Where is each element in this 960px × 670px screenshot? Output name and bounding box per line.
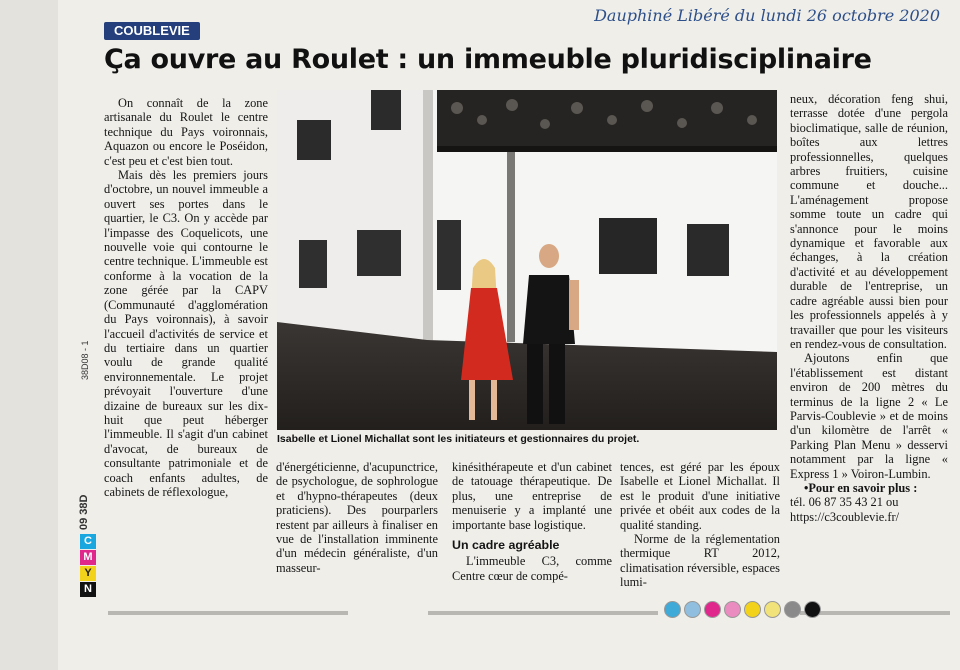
- bottom-rule: [428, 611, 658, 615]
- page-margin: [0, 0, 58, 670]
- info-url: https://c3coublevie.fr/: [790, 509, 900, 524]
- article-column-4: [620, 460, 780, 590]
- edition-code-top: 38D08 - 1: [80, 340, 90, 380]
- paragraph: tences, est géré par les époux Isabelle et Lionel Michallat. Il est le produit d'une initiative privée et obéit aux codes de la qualité standing.: [620, 460, 780, 532]
- paragraph: Ajoutons enfin que l'établissement est distant environ de 200 mètres du terminus de la ligne 2 « Le Parvis-Coublevie » et de moins d'un kilomètre de l'arrêt « Parking Plan Menu » desservi notamment par la ligne « Express 1 » Voiron-Lumbin.: [790, 351, 948, 481]
- edition-code: 09 38D: [78, 494, 90, 530]
- press-color-dot: [764, 601, 781, 618]
- paragraph: neux, décoration feng shui, terrasse dotée d'une pergola bioclimatique, salle de réunion, boîtes aux lettres professionnelles, quelques arbres fruitiers, cuisine commune et douche... L'aménagement propose somme toute un cadre qui s'annonce pour le moins dynamique et favorable aux échanges, à la création d'activité et au développement durable de l'entreprise, un cadre agréable aussi bien pour les professionnels appelés à y travailler que pour les visiteurs en rendez-vous de consultation.: [790, 92, 948, 351]
- press-color-dot: [724, 601, 741, 618]
- cmyk-c-mark: C: [80, 534, 96, 549]
- article-column-5: [790, 92, 948, 524]
- article-photo: [277, 90, 777, 430]
- bottom-rule: [800, 611, 950, 615]
- press-color-dot: [684, 601, 701, 618]
- paragraph: Mais dès les premiers jours d'octobre, un nouvel immeuble a ouvert ses portes dans le quartier, le C3. On y accède par l'impasse des Coquelicots, une nouvelle voie qui contourne le centre technique. L'immeuble est conforme à la vocation de la zone gérée par la CAPV (Communauté d'agglomération du Pays voironnais), à savoir l'accueil d'activités de service et du tertiaire dans un quartier voulu de grande qualité environnementale. Le projet prévoyait l'ouverture d'une dizaine de bureaux sur les dix-huit que peut héberger l'immeuble. Il s'agit d'un cabinet d'avocat, de bureaux de consultante patrimoniale et de coach enfants adultes, de cabinets de réflexologue,: [104, 168, 268, 499]
- bottom-rule: [108, 611, 348, 615]
- info-label: •Pour en savoir plus :: [804, 480, 918, 495]
- info-phone: tél. 06 87 35 43 21 ou: [790, 495, 899, 510]
- building-photo-illustration: [277, 90, 777, 430]
- article-headline: Ça ouvre au Roulet : un immeuble pluridisciplinaire: [104, 44, 872, 75]
- press-color-dot: [744, 601, 761, 618]
- press-color-dot: [704, 601, 721, 618]
- cmyk-n-mark: N: [80, 582, 96, 597]
- paragraph: On connaît de la zone artisanale du Roulet le centre technique du Pays voironnais, Aquazon ou encore le Poséidon, c'est peu et c'est bien tout.: [104, 96, 268, 168]
- paragraph: d'énergéticienne, d'acupunctrice, de psychologue, de sophrologue et d'hypno-thérapeutes (deux praticiens). Des pourparlers restent par ailleurs à finaliser en vue de l'installation imminente d'un médecin généraliste, d'un masseur-: [276, 460, 438, 575]
- press-color-dot: [664, 601, 681, 618]
- paragraph: Norme de la réglementation thermique RT 2012, climatisation réversible, espaces lumi-: [620, 532, 780, 590]
- article-column-3: [452, 460, 612, 583]
- photo-caption: Isabelle et Lionel Michallat sont les initiateurs et gestionnaires du projet.: [277, 433, 640, 445]
- article-column-2: [276, 460, 438, 575]
- section-kicker: COUBLEVIE: [104, 22, 200, 40]
- cmyk-m-mark: M: [80, 550, 96, 565]
- article-column-1: [104, 96, 268, 499]
- paragraph: kinésithérapeute et d'un cabinet de tatouage thérapeutique. De plus, une entreprise de menuiserie y a implanté une importante base logistique.: [452, 460, 612, 532]
- source-line: Dauphiné Libéré du lundi 26 octobre 2020: [594, 6, 940, 25]
- paragraph: L'immeuble C3, comme Centre cœur de compé-: [452, 554, 612, 583]
- press-color-dot: [784, 601, 801, 618]
- cmyk-y-mark: Y: [80, 566, 96, 581]
- press-color-dots: [664, 601, 821, 619]
- press-color-dot: [804, 601, 821, 618]
- subheading: Un cadre agréable: [452, 538, 560, 553]
